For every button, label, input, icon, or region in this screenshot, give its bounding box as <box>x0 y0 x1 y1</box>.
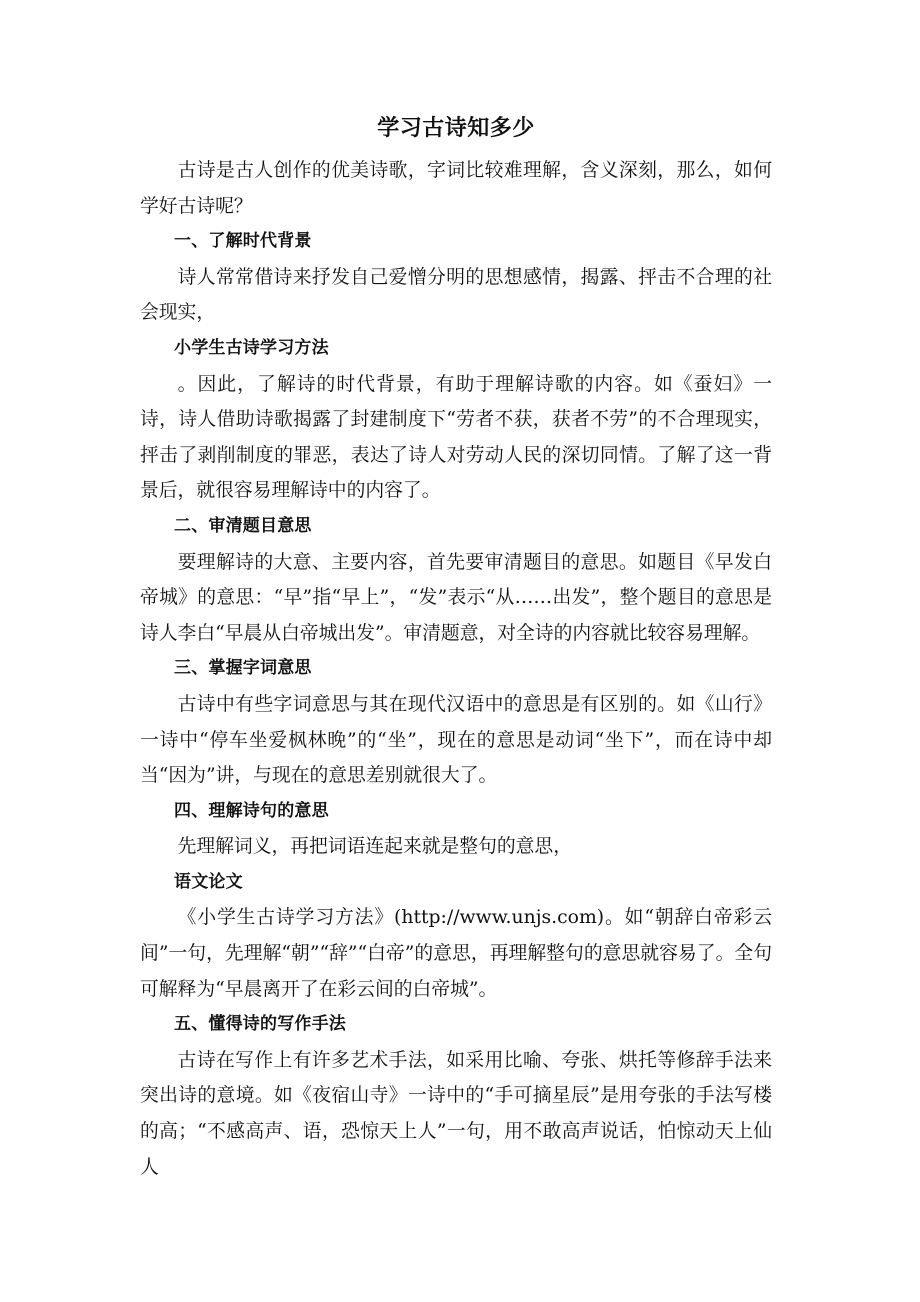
sentence-meaning-paragraph: 先理解词义，再把词语连起来就是整句的意思， <box>177 836 572 858</box>
section-heading-background: 一、了解时代背景 <box>174 231 312 252</box>
background-paragraph: 诗人常常借诗来抒发自己爱憎分明的思想感情，揭露、抨击不合理的社会现实， <box>140 266 772 324</box>
background-example-paragraph: 。因此，了解诗的时代背景，有助于理解诗歌的内容。如《蚕妇》一诗，诗人借助诗歌揭露了封建制度下“劳者不获，获者不劳”的不合理现实，抨击了剥削制度的罪恶，表达了诗人对劳动人民的深切同情。了解了这一背景后，就很容易理解诗中的内容了。 <box>140 373 772 502</box>
document-content <box>140 112 772 1185</box>
intro-paragraph: 古诗是古人创作的优美诗歌，字词比较难理解，含义深刻，那么，如何学好古诗呢？ <box>140 160 772 217</box>
sentence-example-paragraph: 《小学生古诗学习方法》(http://www.unjs.com)。如“朝辞白帝彩云间”一句，先理解“朝”“辞”“白帝”的意思，再理解整句的意思就容易了。全句可解释为“早晨离开了在彩云间的白帝城”。 <box>140 907 772 1000</box>
word-meaning-paragraph: 古诗中有些字词意思与其在现代汉语中的意思是有区别的。如《山行》一诗中“停车坐爱枫林晚”的“坐”，现在的意思是动词“坐下”，而在诗中却当“因为”讲，与现在的意思差别就很大了。 <box>140 693 772 787</box>
section-heading-writing-techniques: 五、懂得诗的写作手法 <box>174 1014 346 1035</box>
writing-techniques-paragraph: 古诗在写作上有许多艺术手法，如采用比喻、夸张、烘托等修辞手法来突出诗的意境。如《夜宿山寺》一诗中的“手可摘星辰”是用夸张的手法写楼的高；“不感高声、语，恐惊天上人”一句，用不敢高声说话，怕惊动天上仙人 <box>140 1049 772 1178</box>
section-heading-sentence-meaning: 四、理解诗句的意思 <box>174 800 329 821</box>
inline-heading-study-method: 小学生古诗学习方法 <box>174 337 329 358</box>
section-heading-title-meaning: 二、审清题目意思 <box>174 515 312 536</box>
section-heading-word-meaning: 三、掌握字词意思 <box>174 658 312 679</box>
title-meaning-paragraph: 要理解诗的大意、主要内容，首先要审清题目的意思。如题目《早发白帝城》的意思：“早”指“早上”，“发”表示“从……出发”，整个题目的意思是诗人李白“早晨从白帝城出发”。审清题意，对全诗的内容就比较容易理解。 <box>140 551 772 644</box>
inline-heading-language-essay: 语文论文 <box>174 871 243 892</box>
document-title: 学习古诗知多少 <box>377 116 535 141</box>
